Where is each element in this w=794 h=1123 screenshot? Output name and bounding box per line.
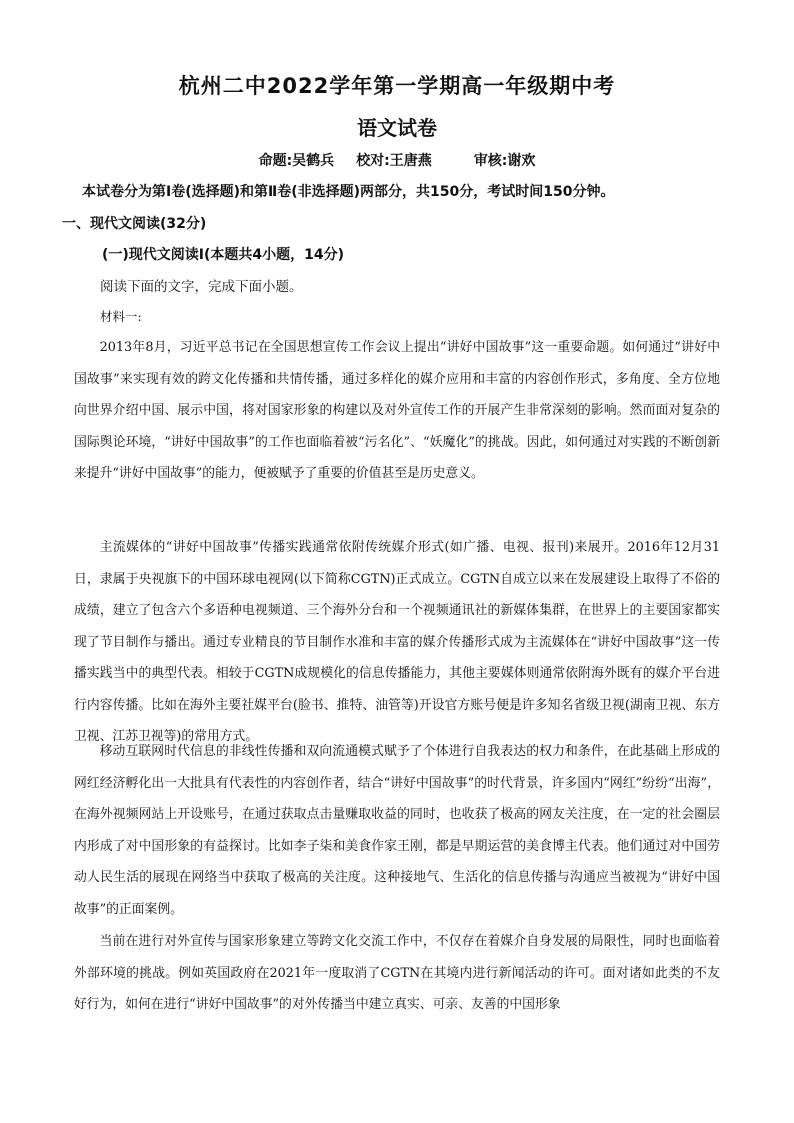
subsection-title: (一)现代文阅读Ⅰ(本题共4小题，14分) bbox=[102, 247, 345, 263]
staff-line bbox=[0, 150, 794, 170]
exam-subtitle: 语文试卷 bbox=[357, 116, 437, 140]
passage-paragraph: 2013年8月，习近平总书记在全国思想宣传工作会议上提出“讲好中国故事”这一重要命题。如何通过“讲好中国故事”来实现有效的跨文化传播和共情传播，通过多样化的媒介应用和丰富的内容创作形式，多角度、全方位地向世界介绍中国、展示中国，将对国家形象的构建以及对外宣传工作的开展产生非常深刻的影响。然而面对复杂的国际舆论环境，“讲好中国故事”的工作也面临着被“污名化”、“妖魔化”的挑战。因此，如何通过对实践的不断创新来提升“讲好中国故事”的能力，便被赋予了重要的价值甚至是历史意义。 bbox=[74, 340, 720, 481]
passage-paragraph: 移动互联网时代信息的非线性传播和双向流通模式赋予了个体进行自我表达的权力和条件，在此基础上形成的网红经济孵化出一大批具有代表性的内容创作者，结合“讲好中国故事”的时代背景，许多国内“网红”纷纷“出海”，在海外视频网站上开设账号，在通过获取点击量赚取收益的同时，也收获了极高的网友关注度，在一定的社会圈层内形成了对中国形象的有益探讨。比如李子柒和美食作家王刚，都是早期运营的美食博主代表。他们通过对中国劳动人民生活的展现在网络当中获取了极高的关注度。这种接地气、生活化的信息传播与沟通应当被视为“讲好中国故事”的正面案例。 bbox=[74, 744, 720, 917]
passage-paragraph: 主流媒体的“讲好中国故事”传播实践通常依附传统媒介形式(如广播、电视、报刊)来展开。2016年12月31日，隶属于央视旗下的中国环球电视网(以下简称CGTN)正式成立。CGTN自成立以来在发展建设上取得了不俗的成绩，建立了包含六个多语种电视频道、三个海外分台和一个视频通讯社的新媒体集群，在世界上的主要国家都实现了节目制作与播出。通过专业精良的节目制作水准和丰富的媒介传播形式成为主流媒体在“讲好中国故事”这一传播实践当中的典型代表。相较于CGTN成规模化的信息传播能力，其他主要媒体则通常依附海外既有的媒介平台进行内容传播。比如在海外主要社媒平台(脸书、推特、油管等)开设官方账号便是许多知名省级卫视(湖南卫视、东方卫视、江苏卫视等)的常用方式。 bbox=[74, 540, 720, 744]
author-credit: 命题:吴鹤兵 bbox=[258, 153, 335, 169]
material-label: 材料一: bbox=[100, 309, 142, 324]
section-title: 一、现代文阅读(32分) bbox=[62, 216, 207, 232]
proofreader-credit: 校对:王唐燕 bbox=[356, 153, 432, 169]
passage-paragraph: 当前在进行对外宣传与国家形象建立等跨文化交流工作中，不仅存在着媒介自身发展的局限性，同时也面临着外部环境的挑战。例如英国政府在2021年一度取消了CGTN在其境内进行新闻活动的许可。面对诸如此类的不友好行为，如何在进行“讲好中国故事”的对外传播当中建立真实、可亲、友善的中国形象 bbox=[74, 934, 720, 1012]
exam-title: 杭州二中2022学年第一学期高一年级期中考 bbox=[178, 74, 616, 98]
exam-notice: 本试卷分为第Ⅰ卷(选择题)和第Ⅱ卷(非选择题)两部分，共150分，考试时间150分钟。 bbox=[82, 184, 615, 200]
reading-instruction: 阅读下面的文字，完成下面小题。 bbox=[100, 279, 303, 295]
reviewer-credit: 审核:谢欢 bbox=[473, 153, 536, 169]
